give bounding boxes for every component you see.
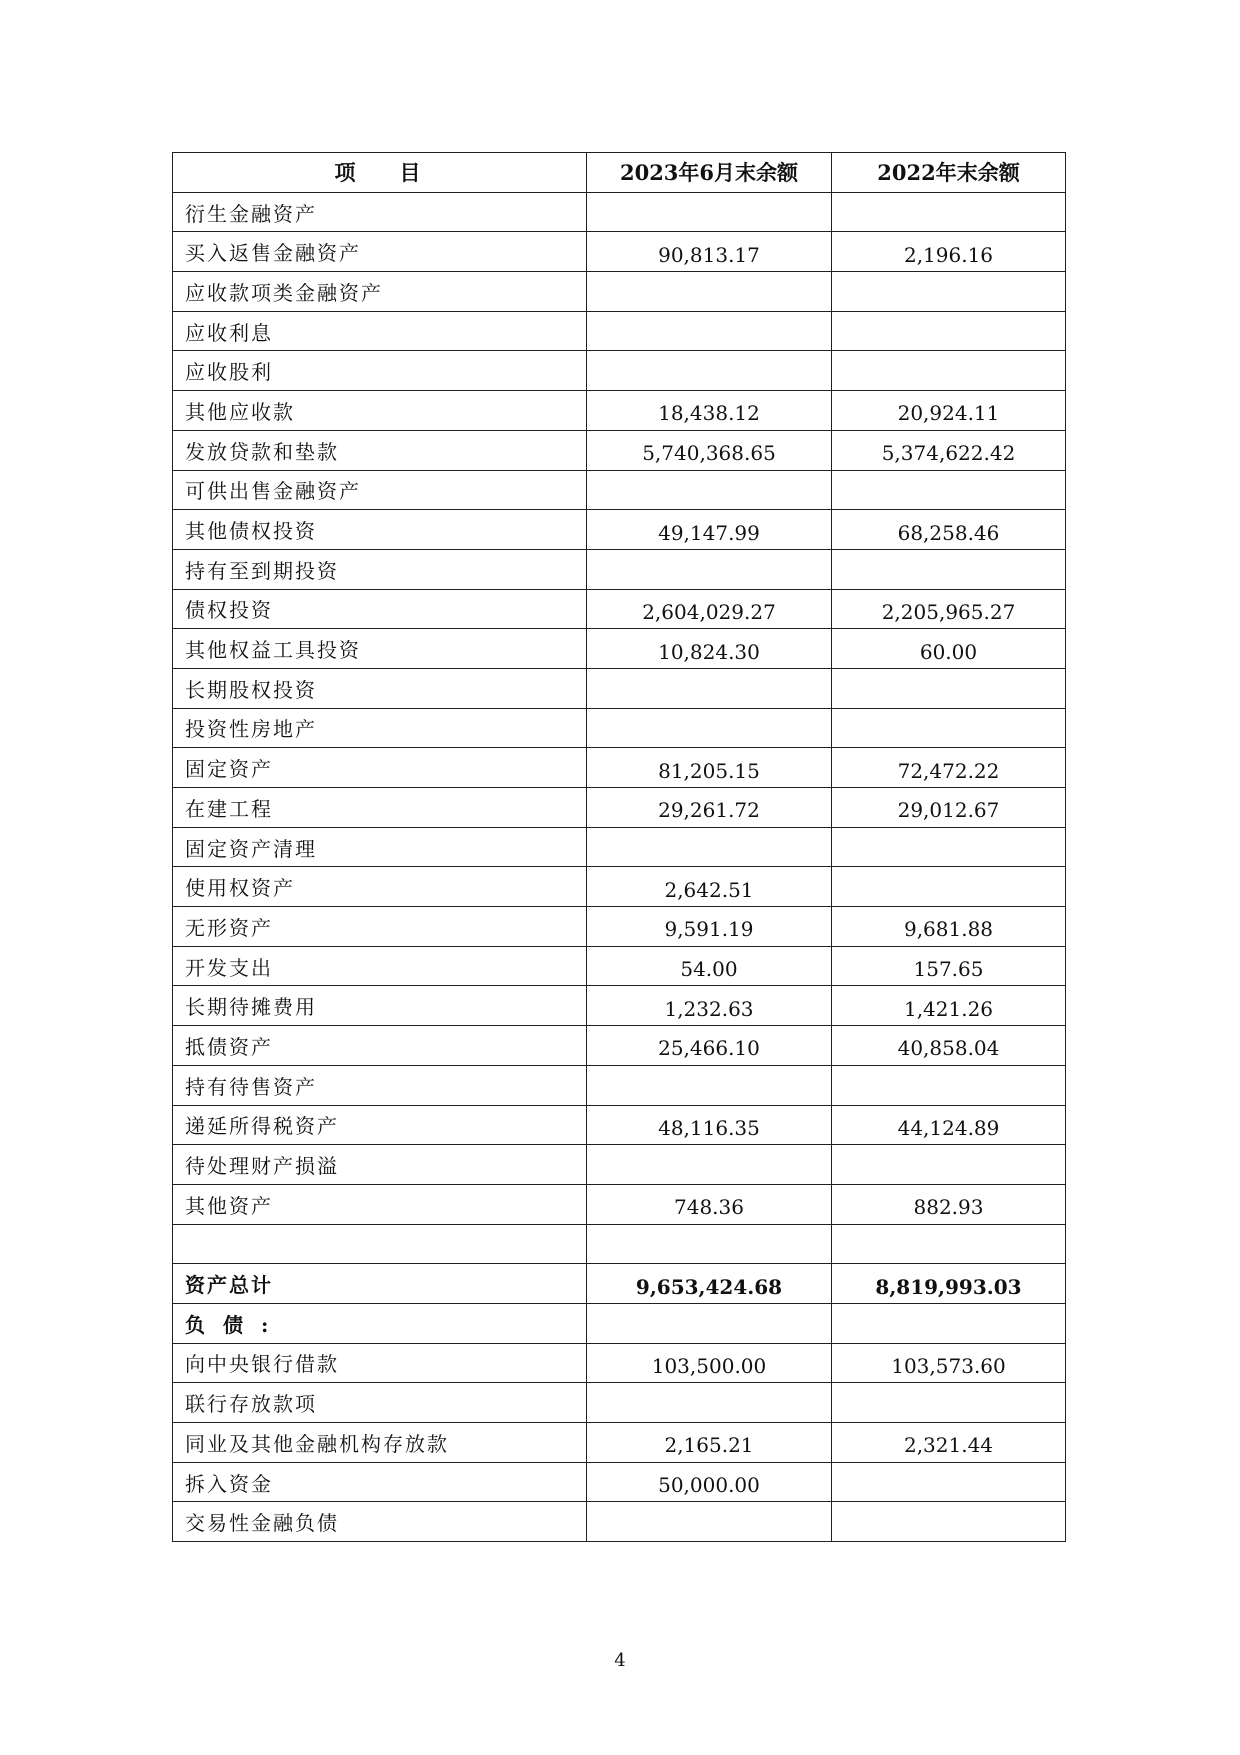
row-end2022-value [832, 1145, 1066, 1185]
row-end2022-value: 882.93 [832, 1184, 1066, 1224]
row-end2022-value: 2,205,965.27 [832, 589, 1066, 629]
header-end2022: 2022年末余额 [832, 153, 1066, 193]
table-row [173, 589, 1066, 629]
row-jun2023-value [587, 1502, 832, 1542]
row-jun2023-value [587, 272, 832, 312]
table-row [173, 986, 1066, 1026]
row-item-label: 持有待售资产 [173, 1065, 587, 1105]
table-row [173, 827, 1066, 867]
row-item-label: 其他权益工具投资 [173, 629, 587, 669]
row-end2022-value: 9,681.88 [832, 907, 1066, 947]
table-row [173, 708, 1066, 748]
row-end2022-value: 60.00 [832, 629, 1066, 669]
row-jun2023-value: 103,500.00 [587, 1343, 832, 1383]
row-item-label: 抵债资产 [173, 1026, 587, 1066]
row-end2022-value [832, 192, 1066, 232]
row-end2022-value: 29,012.67 [832, 788, 1066, 828]
row-end2022-value [832, 668, 1066, 708]
row-item-label: 衍生金融资产 [173, 192, 587, 232]
row-item-label: 买入返售金融资产 [173, 232, 587, 272]
table-row [173, 1303, 1066, 1343]
table-row [173, 430, 1066, 470]
row-end2022-value: 8,819,993.03 [832, 1264, 1066, 1304]
row-end2022-value: 2,196.16 [832, 232, 1066, 272]
row-jun2023-value: 2,604,029.27 [587, 589, 832, 629]
balance-sheet-table [172, 152, 1066, 1542]
row-item-label: 固定资产 [173, 748, 587, 788]
table-row [173, 748, 1066, 788]
row-jun2023-value: 81,205.15 [587, 748, 832, 788]
row-item-label: 递延所得税资产 [173, 1105, 587, 1145]
row-end2022-value [832, 1065, 1066, 1105]
row-end2022-value [832, 827, 1066, 867]
table-row [173, 668, 1066, 708]
row-end2022-value [832, 549, 1066, 589]
row-item-label: 待处理财产损溢 [173, 1145, 587, 1185]
row-jun2023-value: 2,165.21 [587, 1423, 832, 1463]
row-end2022-value [832, 1303, 1066, 1343]
row-end2022-value [832, 1462, 1066, 1502]
table-row [173, 272, 1066, 312]
row-jun2023-value: 9,591.19 [587, 907, 832, 947]
row-end2022-value [832, 708, 1066, 748]
row-jun2023-value [587, 311, 832, 351]
row-end2022-value [832, 351, 1066, 391]
row-end2022-value: 72,472.22 [832, 748, 1066, 788]
row-item-label: 开发支出 [173, 946, 587, 986]
table-row [173, 1264, 1066, 1304]
row-item-label: 向中央银行借款 [173, 1343, 587, 1383]
row-end2022-value: 44,124.89 [832, 1105, 1066, 1145]
row-item-label [173, 1224, 587, 1264]
table-row [173, 788, 1066, 828]
row-end2022-value: 1,421.26 [832, 986, 1066, 1026]
row-item-label: 应收股利 [173, 351, 587, 391]
table-row [173, 867, 1066, 907]
row-jun2023-value [587, 470, 832, 510]
row-jun2023-value [587, 192, 832, 232]
row-item-label: 可供出售金融资产 [173, 470, 587, 510]
table-row [173, 946, 1066, 986]
row-item-label: 资产总计 [173, 1264, 587, 1304]
row-jun2023-value: 9,653,424.68 [587, 1264, 832, 1304]
row-item-label: 拆入资金 [173, 1462, 587, 1502]
header-jun2023: 2023年6月末余额 [587, 153, 832, 193]
row-item-label: 在建工程 [173, 788, 587, 828]
table-row [173, 1145, 1066, 1185]
table-row [173, 1105, 1066, 1145]
row-item-label: 应收款项类金融资产 [173, 272, 587, 312]
row-item-label: 其他债权投资 [173, 510, 587, 550]
row-end2022-value: 103,573.60 [832, 1343, 1066, 1383]
row-item-label: 投资性房地产 [173, 708, 587, 748]
row-jun2023-value [587, 1224, 832, 1264]
table-row [173, 311, 1066, 351]
row-jun2023-value: 2,642.51 [587, 867, 832, 907]
row-end2022-value [832, 867, 1066, 907]
row-end2022-value: 157.65 [832, 946, 1066, 986]
row-end2022-value: 2,321.44 [832, 1423, 1066, 1463]
row-jun2023-value [587, 1303, 832, 1343]
table-row [173, 1343, 1066, 1383]
table-row [173, 1462, 1066, 1502]
row-jun2023-value [587, 668, 832, 708]
row-end2022-value [832, 1502, 1066, 1542]
row-jun2023-value [587, 351, 832, 391]
table-row [173, 1502, 1066, 1542]
row-item-label: 持有至到期投资 [173, 549, 587, 589]
table-row [173, 470, 1066, 510]
row-jun2023-value: 1,232.63 [587, 986, 832, 1026]
table-row [173, 192, 1066, 232]
row-end2022-value: 20,924.11 [832, 391, 1066, 431]
row-item-label: 长期待摊费用 [173, 986, 587, 1026]
row-jun2023-value [587, 827, 832, 867]
row-jun2023-value: 5,740,368.65 [587, 430, 832, 470]
row-jun2023-value: 49,147.99 [587, 510, 832, 550]
table-row [173, 1383, 1066, 1423]
table-row [173, 1184, 1066, 1224]
row-end2022-value [832, 470, 1066, 510]
table-row [173, 629, 1066, 669]
row-jun2023-value: 25,466.10 [587, 1026, 832, 1066]
row-item-label: 发放贷款和垫款 [173, 430, 587, 470]
row-end2022-value: 68,258.46 [832, 510, 1066, 550]
row-jun2023-value: 48,116.35 [587, 1105, 832, 1145]
table-row [173, 1065, 1066, 1105]
row-end2022-value [832, 1383, 1066, 1423]
row-end2022-value [832, 272, 1066, 312]
row-end2022-value [832, 311, 1066, 351]
row-item-label: 同业及其他金融机构存放款 [173, 1423, 587, 1463]
row-item-label: 固定资产清理 [173, 827, 587, 867]
row-item-label: 其他应收款 [173, 391, 587, 431]
table-row [173, 549, 1066, 589]
row-jun2023-value: 10,824.30 [587, 629, 832, 669]
row-jun2023-value: 29,261.72 [587, 788, 832, 828]
table-row [173, 907, 1066, 947]
table-row [173, 1224, 1066, 1264]
row-jun2023-value [587, 549, 832, 589]
row-jun2023-value [587, 1383, 832, 1423]
row-end2022-value [832, 1224, 1066, 1264]
row-item-label: 联行存放款项 [173, 1383, 587, 1423]
row-jun2023-value: 50,000.00 [587, 1462, 832, 1502]
row-jun2023-value [587, 708, 832, 748]
row-item-label: 负债: [173, 1303, 587, 1343]
row-jun2023-value: 18,438.12 [587, 391, 832, 431]
row-item-label: 长期股权投资 [173, 668, 587, 708]
row-jun2023-value [587, 1065, 832, 1105]
row-item-label: 其他资产 [173, 1184, 587, 1224]
page-number: 4 [614, 1650, 626, 1671]
row-item-label: 债权投资 [173, 589, 587, 629]
row-item-label: 交易性金融负债 [173, 1502, 587, 1542]
row-jun2023-value: 54.00 [587, 946, 832, 986]
table-row [173, 391, 1066, 431]
row-item-label: 应收利息 [173, 311, 587, 351]
table-row [173, 351, 1066, 391]
table-row [173, 232, 1066, 272]
row-jun2023-value: 748.36 [587, 1184, 832, 1224]
table-row [173, 1423, 1066, 1463]
table-row [173, 510, 1066, 550]
row-jun2023-value [587, 1145, 832, 1185]
row-item-label: 使用权资产 [173, 867, 587, 907]
table-body [173, 192, 1066, 1541]
row-jun2023-value: 90,813.17 [587, 232, 832, 272]
row-item-label: 无形资产 [173, 907, 587, 947]
row-end2022-value: 40,858.04 [832, 1026, 1066, 1066]
row-end2022-value: 5,374,622.42 [832, 430, 1066, 470]
header-item: 项目 [173, 153, 587, 193]
table-row [173, 1026, 1066, 1066]
table-header-row [173, 153, 1066, 193]
